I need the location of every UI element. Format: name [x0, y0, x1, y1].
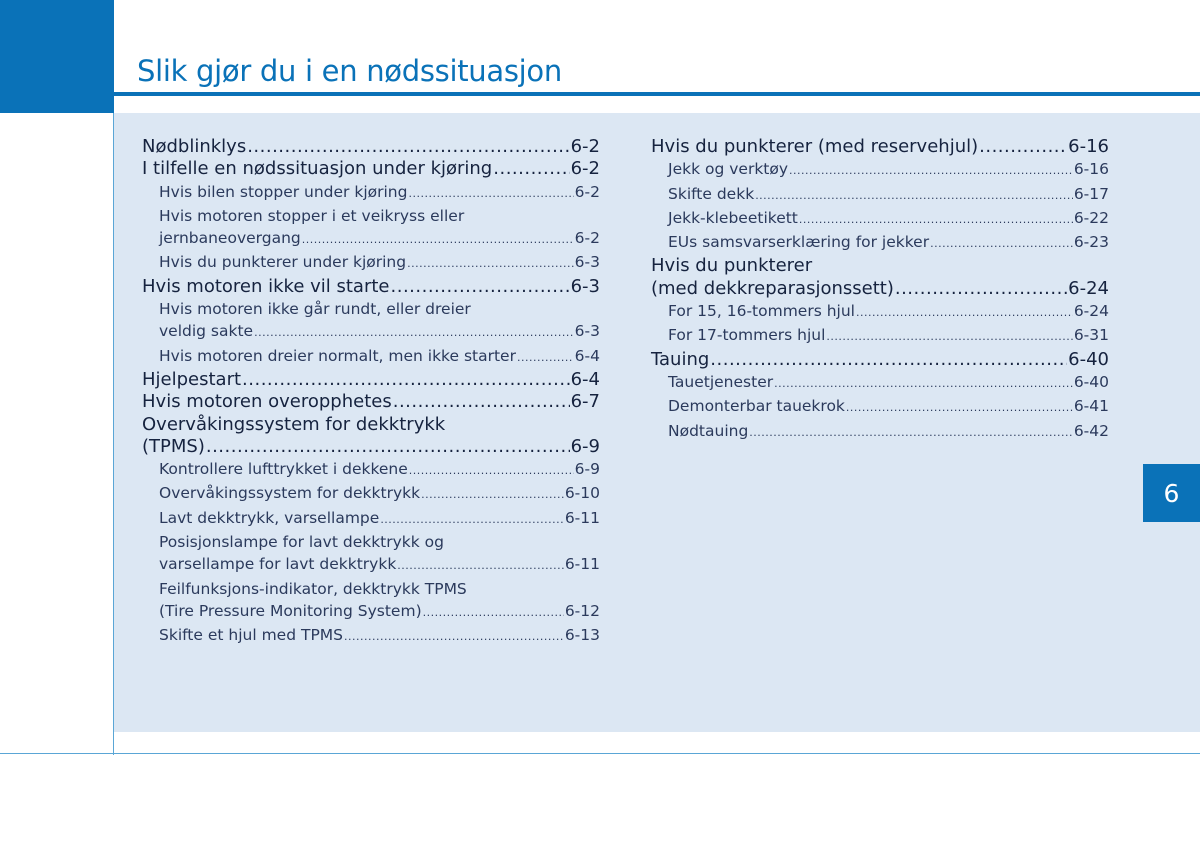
toc-entry-page: 6-4: [574, 346, 600, 365]
dot-leader: [206, 436, 570, 458]
toc-entry[interactable]: [142, 276, 600, 298]
toc-entry-title: Hjelpestart: [142, 368, 242, 390]
toc-entry-title: Hvis du punkterer under kjøring: [159, 253, 407, 272]
toc-entry[interactable]: [651, 395, 1109, 419]
toc-entry-title: Nødtauing: [668, 421, 749, 440]
toc-entry-title-line: Posisjonslampe for lavt dekktrykk og: [159, 533, 445, 552]
toc-entry-title: Lavt dekktrykk, varsellampe: [159, 508, 380, 527]
toc-entry-page: 6-9: [570, 435, 600, 457]
toc-entry-page: 6-9: [574, 460, 600, 479]
toc-entry-title-line: Hvis motoren ikke går rundt, eller dreier: [159, 300, 471, 319]
toc-entry-page: 6-40: [1073, 372, 1109, 391]
toc-entry-page: 6-3: [570, 275, 600, 297]
toc-entry-title: Hvis du punkterer (med reservehjul): [651, 136, 979, 157]
dot-leader: [407, 253, 574, 275]
toc-entry-page: 6-24: [1068, 277, 1109, 299]
dot-leader: [344, 626, 564, 648]
toc-entry[interactable]: [651, 231, 1109, 255]
dot-leader: [846, 397, 1073, 419]
toc-entry-page: 6-2: [570, 158, 600, 180]
dot-leader: [409, 460, 574, 482]
dot-leader: [393, 391, 570, 413]
toc-entry-title: I tilfelle en nødssituasjon under kjøring: [142, 158, 493, 180]
dot-leader: [247, 136, 569, 158]
toc-entry-page: 6-17: [1073, 184, 1109, 203]
toc-entry-page: 6-23: [1073, 233, 1109, 252]
toc-entry-page: 6-2: [574, 229, 600, 248]
toc-entry-page: 6-12: [564, 601, 600, 620]
toc-entry-title-line: Hvis du punkterer: [651, 255, 813, 277]
dot-leader: [979, 136, 1067, 158]
toc-entry-page: 6-22: [1073, 208, 1109, 227]
dot-leader: [755, 185, 1073, 207]
dot-leader: [749, 422, 1073, 444]
toc-entry[interactable]: [142, 624, 600, 648]
dot-leader: [423, 602, 564, 624]
toc-entry-title: Skifte et hjul med TPMS: [159, 626, 344, 645]
left-margin-line: [113, 113, 114, 755]
toc-entry-page: 6-42: [1073, 421, 1109, 440]
toc-entry-title: For 15, 16-tommers hjul: [668, 302, 855, 321]
toc-entry[interactable]: [651, 300, 1109, 324]
toc-entry-title: Hvis motoren dreier normalt, men ikke starter: [159, 346, 516, 365]
dot-leader: [302, 229, 574, 251]
dot-leader: [391, 276, 570, 298]
toc-entry[interactable]: [142, 227, 600, 251]
toc-entry-title: (med dekkreparasjonssett): [651, 277, 894, 299]
toc-entry-title: For 17-tommers hjul: [668, 326, 826, 345]
toc-entry-title: Hvis motoren overopphetes: [142, 391, 392, 413]
dot-leader: [930, 233, 1073, 255]
dot-leader: [242, 369, 570, 391]
toc-entry[interactable]: [142, 600, 600, 624]
toc-entry-title: Jekk-klebeetikett: [668, 208, 798, 227]
toc-entry-page: 6-3: [574, 253, 600, 272]
dot-leader: [254, 322, 574, 344]
toc-entry-title: varsellampe for lavt dekktrykk: [159, 555, 397, 574]
toc-entry-page: 6-41: [1073, 397, 1109, 416]
toc-entry-title: Tauetjenester: [668, 372, 774, 391]
toc-entry-title: Nødblinklys: [142, 136, 247, 157]
dot-leader: [421, 484, 564, 506]
toc-column-left: [142, 136, 600, 649]
toc-entry-page: 6-13: [564, 626, 600, 645]
toc-entry-page: 6-7: [570, 391, 600, 413]
toc-entry[interactable]: [142, 436, 600, 458]
toc-entry[interactable]: [142, 391, 600, 413]
dot-leader: [710, 349, 1067, 371]
toc-entry-page: 6-31: [1073, 326, 1109, 345]
toc-entry-page: 6-16: [1073, 160, 1109, 179]
toc-entry[interactable]: [142, 320, 600, 344]
bottom-rule: [0, 753, 1200, 754]
toc-entry-title: Hvis motoren ikke vil starte: [142, 275, 390, 297]
toc-entry-page: 6-11: [564, 555, 600, 574]
toc-entry-page: 6-3: [574, 322, 600, 341]
toc-entry-title: (Tire Pressure Monitoring System): [159, 601, 422, 620]
toc-entry-page: 6-40: [1068, 348, 1109, 370]
toc-entry[interactable]: [651, 324, 1109, 348]
dot-leader: [380, 509, 564, 531]
dot-leader: [493, 158, 569, 180]
toc-entry-page: 6-2: [570, 136, 600, 157]
toc-entry-title: Jekk og verktøy: [668, 160, 789, 179]
dot-leader: [826, 326, 1072, 348]
toc-entry-title-line: Hvis motoren stopper i et veikryss eller: [159, 206, 465, 225]
corner-color-block: [0, 0, 114, 113]
dot-leader: [789, 160, 1073, 182]
toc-entry[interactable]: [142, 136, 600, 158]
toc-entry-title: jernbaneovergang: [159, 229, 301, 248]
toc-entry-title: veldig sakte: [159, 322, 254, 341]
toc-entry-title: Skifte dekk: [668, 184, 755, 203]
dot-leader: [517, 347, 574, 369]
toc-entry-title-line: Overvåkingssystem for dekktrykk: [142, 413, 446, 435]
chapter-tab[interactable]: 6: [1143, 464, 1200, 522]
toc-entry[interactable]: [142, 458, 600, 482]
toc-entry-title: Demonterbar tauekrok: [668, 397, 845, 416]
toc-entry[interactable]: [142, 507, 600, 531]
toc-entry[interactable]: [142, 181, 600, 205]
toc-entry[interactable]: [142, 369, 600, 391]
toc-entry-page: 6-16: [1068, 136, 1109, 157]
toc-entry-title: Overvåkingssystem for dekktrykk: [159, 484, 421, 503]
toc-entry-title: Kontrollere lufttrykket i dekkene: [159, 460, 408, 479]
toc-entry-title-line: Feilfunksjons-indikator, dekktrykk TPMS: [159, 579, 467, 598]
toc-entry[interactable]: [142, 251, 600, 275]
toc-entry-page: 6-10: [564, 484, 600, 503]
toc-entry-title: (TPMS): [142, 435, 205, 457]
page-title: Slik gjør du i en nødssituasjon: [137, 54, 562, 88]
toc-entry[interactable]: [142, 482, 600, 506]
toc-entry[interactable]: [142, 345, 600, 369]
toc-entry[interactable]: [651, 420, 1109, 444]
dot-leader: [856, 302, 1073, 324]
toc-entry[interactable]: [651, 183, 1109, 207]
toc-entry-page: 6-11: [564, 508, 600, 527]
toc-entry[interactable]: [651, 371, 1109, 395]
toc-entry[interactable]: [651, 207, 1109, 231]
toc-entry[interactable]: [142, 158, 600, 180]
toc-entry[interactable]: [651, 278, 1109, 300]
dot-leader: [774, 373, 1073, 395]
toc-entry-page: 6-24: [1073, 302, 1109, 321]
dot-leader: [895, 278, 1067, 300]
dot-leader: [408, 183, 573, 205]
toc-entry[interactable]: [651, 349, 1109, 371]
toc-column-right: [651, 136, 1109, 444]
toc-entry-page: 6-4: [570, 368, 600, 390]
toc-entry-page: 6-2: [574, 182, 600, 201]
toc-entry-title: Tauing: [651, 348, 710, 370]
dot-leader: [799, 209, 1073, 231]
toc-entry-title: EUs samsvarserklæring for jekker: [668, 233, 930, 252]
toc-entry-title: Hvis bilen stopper under kjøring: [159, 182, 408, 201]
title-rule: [114, 92, 1200, 96]
toc-entry[interactable]: [651, 136, 1109, 158]
toc-entry[interactable]: [651, 158, 1109, 182]
toc-entry[interactable]: [142, 553, 600, 577]
dot-leader: [397, 555, 564, 577]
